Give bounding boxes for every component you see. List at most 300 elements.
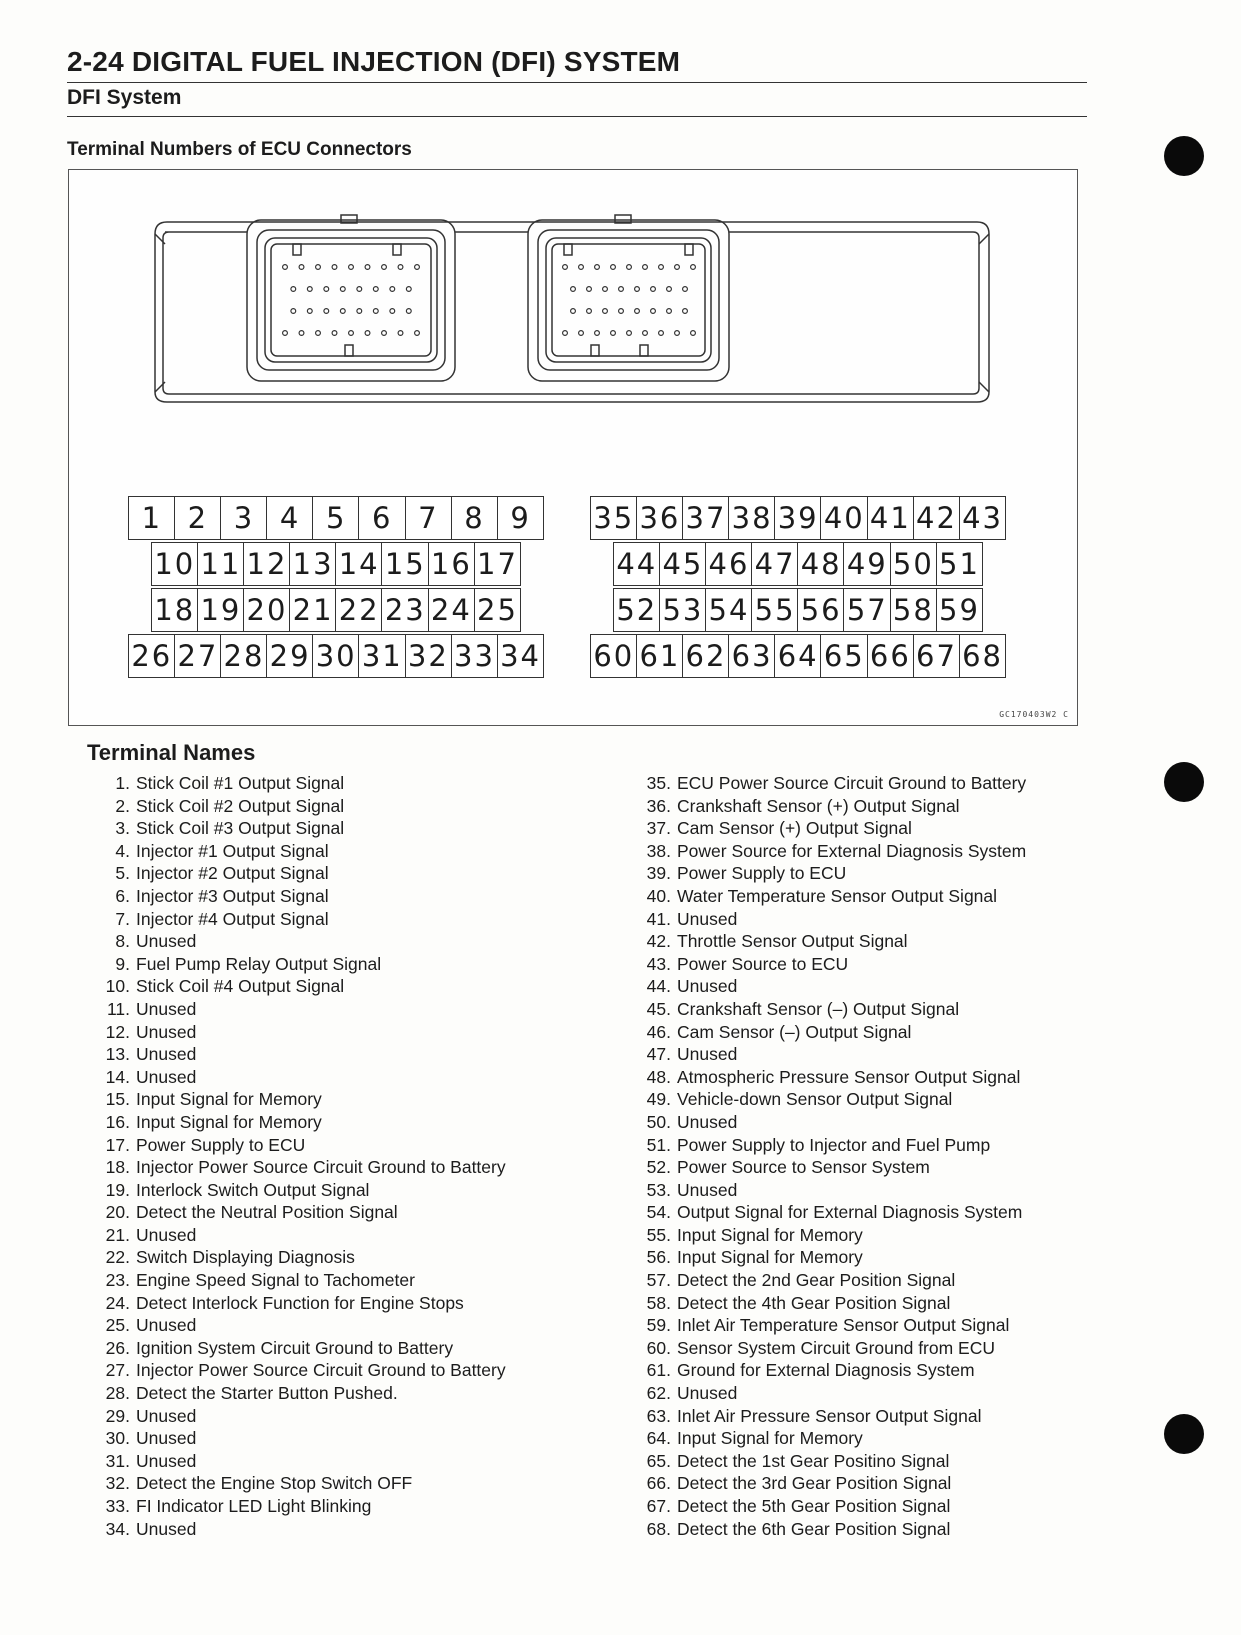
terminal-name-text: Output Signal for External Diagnosis System — [677, 1202, 1023, 1223]
terminal-name-text: Unused — [136, 1044, 197, 1065]
terminal-name-text: Crankshaft Sensor (–) Output Signal — [677, 998, 960, 1019]
page-subtitle: DFI System — [67, 86, 182, 109]
terminal-name-text: Unused — [136, 1315, 197, 1336]
connector-pin — [651, 287, 656, 292]
connector-pin — [365, 265, 370, 270]
terminal-name-text: Vehicle-down Sensor Output Signal — [677, 1089, 953, 1110]
terminal-name-text: Switch Displaying Diagnosis — [136, 1247, 355, 1268]
terminal-number-cell: 4 — [266, 496, 314, 540]
terminal-number-cell: 42 — [913, 496, 961, 540]
terminal-name-text: Power Supply to ECU — [136, 1134, 306, 1155]
connector-pin — [349, 331, 354, 336]
terminal-row — [151, 588, 520, 632]
terminal-name-item — [600, 1156, 1026, 1179]
terminal-number-cell: 19 — [197, 588, 245, 632]
terminal-number-cell: 52 — [613, 588, 661, 632]
terminal-name-number: 47. — [646, 1044, 671, 1065]
terminal-name-item — [600, 1246, 1026, 1269]
terminal-name-text: Input Signal for Memory — [136, 1111, 322, 1132]
terminal-name-number: 53. — [646, 1179, 671, 1200]
figure-code: GC170403W2 C — [999, 710, 1069, 719]
connector-pin — [651, 309, 656, 314]
terminal-name-number: 66. — [646, 1473, 671, 1494]
terminal-name-number: 30. — [105, 1428, 130, 1449]
terminal-number-cell: 23 — [381, 588, 429, 632]
terminal-number-cell: 38 — [728, 496, 776, 540]
binder-hole — [1164, 762, 1204, 802]
terminal-name-number: 15. — [105, 1089, 130, 1110]
terminal-name-item — [600, 840, 1026, 863]
connector-pin — [675, 265, 680, 270]
connector-pin — [340, 287, 345, 292]
terminal-number-cell: 34 — [497, 634, 545, 678]
terminal-name-number: 21. — [105, 1224, 130, 1245]
terminal-name-text: Cam Sensor (+) Output Signal — [677, 818, 912, 839]
terminal-name-number: 45. — [646, 998, 671, 1019]
terminal-name-text: Unused — [677, 908, 738, 929]
terminal-name-number: 1. — [115, 773, 130, 793]
terminal-name-number: 54. — [646, 1202, 671, 1223]
terminal-name-number: 32. — [105, 1473, 130, 1494]
terminal-name-text: ECU Power Source Circuit Ground to Battery — [677, 773, 1027, 793]
terminal-name-item — [600, 998, 1026, 1021]
terminal-row — [128, 634, 543, 678]
connector-pin — [643, 331, 648, 336]
terminal-number-cell: 25 — [474, 588, 522, 632]
connector-pin — [406, 309, 411, 314]
ecu-connector-figure — [68, 169, 1078, 726]
terminal-name-number: 63. — [646, 1405, 671, 1426]
terminal-name-item — [600, 1450, 1026, 1473]
terminal-name-text: Unused — [136, 1450, 197, 1471]
terminal-number-cell: 8 — [451, 496, 499, 540]
terminal-name-text: Detect the 4th Gear Position Signal — [677, 1292, 951, 1313]
terminal-name-number: 17. — [105, 1134, 130, 1155]
connector-pin — [324, 309, 329, 314]
terminal-name-number: 34. — [105, 1518, 130, 1539]
terminal-name-text: Input Signal for Memory — [677, 1224, 863, 1245]
terminal-name-text: Unused — [677, 1179, 738, 1200]
terminal-number-cell: 46 — [705, 542, 753, 586]
terminal-name-number: 39. — [646, 863, 671, 884]
terminal-name-number: 4. — [115, 840, 130, 861]
terminal-row — [151, 542, 520, 586]
connector-pin — [373, 287, 378, 292]
terminal-name-item — [600, 1066, 1026, 1089]
terminal-name-item — [600, 1292, 1026, 1315]
terminal-number-cell: 5 — [312, 496, 360, 540]
terminal-name-item — [600, 1269, 1026, 1292]
terminal-name-number: 19. — [105, 1179, 130, 1200]
terminal-name-text: Injector #3 Output Signal — [136, 885, 329, 906]
terminal-name-item — [600, 930, 1026, 953]
terminal-name-number: 13. — [105, 1044, 130, 1065]
connector-pin — [587, 287, 592, 292]
terminal-name-item — [90, 840, 506, 863]
terminal-name-item — [90, 1359, 506, 1382]
terminal-name-text: Unused — [136, 931, 197, 952]
terminal-number-cell: 47 — [751, 542, 799, 586]
connector-pin — [283, 331, 288, 336]
terminal-name-number: 3. — [115, 818, 130, 839]
connector-pin — [627, 331, 632, 336]
terminal-name-number: 48. — [646, 1066, 671, 1087]
terminal-number-cell: 26 — [128, 634, 176, 678]
terminal-number-cell: 49 — [843, 542, 891, 586]
terminal-name-text: Sensor System Circuit Ground from ECU — [677, 1337, 996, 1358]
terminal-name-number: 44. — [646, 976, 671, 997]
terminal-name-item — [600, 975, 1026, 998]
terminal-name-text: Inlet Air Pressure Sensor Output Signal — [677, 1405, 982, 1426]
terminal-name-text: Unused — [677, 976, 738, 997]
terminal-number-cell: 14 — [335, 542, 383, 586]
terminal-name-text: Injector #1 Output Signal — [136, 840, 329, 861]
terminal-number-cell: 18 — [151, 588, 199, 632]
terminal-name-text: FI Indicator LED Light Blinking — [136, 1496, 372, 1516]
terminal-number-cell: 24 — [428, 588, 476, 632]
terminal-name-number: 6. — [115, 885, 130, 906]
connector-pin — [382, 331, 387, 336]
terminal-name-text: Detect the Engine Stop Switch OFF — [136, 1473, 413, 1494]
connector-pin — [357, 309, 362, 314]
terminal-name-text: Atmospheric Pressure Sensor Output Signal — [677, 1066, 1021, 1087]
terminal-number-cell: 11 — [197, 542, 245, 586]
terminal-name-item — [90, 1495, 506, 1518]
connector-pin — [316, 331, 321, 336]
terminal-number-cell: 45 — [659, 542, 707, 586]
terminal-name-item — [600, 1405, 1026, 1428]
terminal-name-text: Injector Power Source Circuit Ground to Battery — [136, 1360, 506, 1381]
terminal-name-item — [90, 1292, 506, 1315]
connector-pin — [390, 287, 395, 292]
terminal-number-cell: 22 — [335, 588, 383, 632]
terminal-name-number: 22. — [105, 1247, 130, 1268]
connector-pin — [357, 287, 362, 292]
terminal-name-item — [90, 795, 506, 818]
terminal-name-text: Detect the 1st Gear Positino Signal — [677, 1450, 950, 1471]
terminal-number-cell: 57 — [843, 588, 891, 632]
terminal-name-item — [90, 1134, 506, 1157]
terminal-name-item — [90, 1111, 506, 1134]
terminal-number-cell: 15 — [381, 542, 429, 586]
terminal-name-item — [90, 1224, 506, 1247]
terminal-name-number: 57. — [646, 1270, 671, 1291]
terminal-name-text: Detect Interlock Function for Engine Stops — [136, 1292, 464, 1313]
terminal-name-number: 29. — [105, 1405, 130, 1426]
terminal-name-text: Unused — [136, 1405, 197, 1426]
connector-pin — [579, 265, 584, 270]
terminal-name-item — [90, 772, 506, 795]
terminal-name-number: 24. — [105, 1292, 130, 1313]
terminal-number-cell: 1 — [128, 496, 176, 540]
terminal-number-cell: 2 — [174, 496, 222, 540]
terminal-name-text: Crankshaft Sensor (+) Output Signal — [677, 795, 960, 816]
terminal-name-item — [90, 862, 506, 885]
terminal-name-number: 49. — [646, 1089, 671, 1110]
terminal-name-number: 20. — [105, 1202, 130, 1223]
terminal-name-item — [90, 953, 506, 976]
terminal-number-cell: 67 — [913, 634, 961, 678]
terminal-name-text: Detect the 6th Gear Position Signal — [677, 1518, 951, 1539]
terminal-name-text: Power Source to Sensor System — [677, 1157, 930, 1178]
terminal-name-item — [600, 1427, 1026, 1450]
terminal-number-cell: 41 — [867, 496, 915, 540]
connector-pin — [667, 309, 672, 314]
connector-pin — [563, 331, 568, 336]
terminal-name-item — [600, 1201, 1026, 1224]
terminal-number-cell: 48 — [797, 542, 845, 586]
terminal-name-item — [90, 1179, 506, 1202]
terminal-name-item — [90, 1427, 506, 1450]
terminal-name-number: 36. — [646, 795, 671, 816]
terminal-number-cell: 37 — [682, 496, 730, 540]
terminal-number-cell: 44 — [613, 542, 661, 586]
terminal-number-cell: 66 — [867, 634, 915, 678]
terminal-name-text: Inlet Air Temperature Sensor Output Signal — [677, 1315, 1010, 1336]
terminal-name-text: Power Supply to ECU — [677, 863, 847, 884]
terminal-name-number: 52. — [646, 1157, 671, 1178]
terminal-name-text: Detect the 2nd Gear Position Signal — [677, 1270, 956, 1291]
terminal-name-item — [90, 885, 506, 908]
terminal-number-cell: 31 — [358, 634, 406, 678]
terminal-name-text: Detect the 3rd Gear Position Signal — [677, 1473, 952, 1494]
terminal-name-text: Unused — [136, 1021, 197, 1042]
terminal-name-text: Cam Sensor (–) Output Signal — [677, 1021, 912, 1042]
terminal-name-number: 62. — [646, 1383, 671, 1404]
terminal-name-text: Interlock Switch Output Signal — [136, 1179, 370, 1200]
terminal-name-item — [600, 1021, 1026, 1044]
connector-pin — [659, 265, 664, 270]
terminal-name-item — [600, 1111, 1026, 1134]
terminal-name-text: Detect the 5th Gear Position Signal — [677, 1496, 951, 1516]
connector-pin — [365, 331, 370, 336]
terminal-number-cell: 10 — [151, 542, 199, 586]
connector-pin — [595, 331, 600, 336]
terminal-name-text: Unused — [136, 1224, 197, 1245]
terminal-name-text: Injector #2 Output Signal — [136, 863, 329, 884]
terminal-number-cell: 55 — [751, 588, 799, 632]
connector-pin — [291, 309, 296, 314]
terminal-name-number: 51. — [646, 1134, 671, 1155]
terminal-name-number: 58. — [646, 1292, 671, 1313]
terminal-name-number: 43. — [646, 953, 671, 974]
terminal-number-cell: 68 — [959, 634, 1007, 678]
connector-pin — [563, 265, 568, 270]
terminal-name-number: 60. — [646, 1337, 671, 1358]
terminal-name-item — [600, 1134, 1026, 1157]
terminal-name-item — [600, 1314, 1026, 1337]
terminal-number-cell: 40 — [820, 496, 868, 540]
terminal-name-item — [90, 998, 506, 1021]
terminal-name-number: 27. — [105, 1360, 130, 1381]
terminal-name-text: Unused — [677, 1383, 738, 1404]
terminal-name-number: 14. — [105, 1066, 130, 1087]
terminal-name-item — [90, 1405, 506, 1428]
terminal-name-number: 11. — [106, 998, 130, 1019]
terminal-name-text: Unused — [136, 1518, 197, 1539]
connector-pin — [390, 309, 395, 314]
terminal-name-item — [600, 1179, 1026, 1202]
terminal-name-number: 59. — [646, 1315, 671, 1336]
connector-pin — [307, 309, 312, 314]
connector-pin — [659, 331, 664, 336]
terminal-name-number: 5. — [115, 863, 130, 884]
terminal-name-item — [90, 1472, 506, 1495]
connector-pin — [603, 287, 608, 292]
terminal-name-item — [90, 1201, 506, 1224]
terminal-name-number: 55. — [646, 1224, 671, 1245]
terminal-name-text: Input Signal for Memory — [677, 1247, 863, 1268]
terminal-number-cell: 51 — [936, 542, 984, 586]
terminal-name-item — [600, 1224, 1026, 1247]
terminal-number-cell: 17 — [474, 542, 522, 586]
terminal-name-text: Stick Coil #3 Output Signal — [136, 818, 345, 839]
terminal-name-number: 8. — [115, 931, 130, 952]
terminal-name-number: 31. — [105, 1450, 130, 1471]
connector-pin — [307, 287, 312, 292]
connector-pin — [587, 309, 592, 314]
terminal-name-text: Unused — [136, 1428, 197, 1449]
terminal-number-cell: 50 — [890, 542, 938, 586]
terminal-name-item — [90, 1066, 506, 1089]
terminal-number-cell: 32 — [405, 634, 453, 678]
terminal-name-item — [90, 1156, 506, 1179]
terminal-name-item — [90, 1518, 506, 1541]
connector-pin — [691, 265, 696, 270]
terminal-name-item — [600, 1359, 1026, 1382]
connector-pin — [415, 265, 420, 270]
terminal-name-number: 23. — [105, 1270, 130, 1291]
terminal-name-item — [600, 1495, 1026, 1518]
connector-pin — [603, 309, 608, 314]
terminal-name-number: 65. — [646, 1450, 671, 1471]
terminal-name-number: 37. — [646, 818, 671, 839]
connector-pin — [398, 331, 403, 336]
terminal-name-number: 68. — [646, 1518, 671, 1539]
terminal-row — [128, 496, 543, 540]
terminal-number-cell: 16 — [428, 542, 476, 586]
connector-pin — [382, 265, 387, 270]
connector-pin — [349, 265, 354, 270]
terminal-name-text: Stick Coil #2 Output Signal — [136, 795, 345, 816]
terminal-name-number: 61. — [646, 1360, 671, 1381]
connector-pin — [571, 287, 576, 292]
terminal-number-cell: 59 — [936, 588, 984, 632]
terminal-name-item — [90, 1246, 506, 1269]
terminal-number-cell: 43 — [959, 496, 1007, 540]
terminal-name-item — [600, 1518, 1026, 1541]
connector-pin — [316, 265, 321, 270]
terminal-number-cell: 63 — [728, 634, 776, 678]
terminal-number-cell: 20 — [243, 588, 291, 632]
terminal-name-item — [600, 1382, 1026, 1405]
terminal-row — [613, 588, 982, 632]
terminal-name-text: Throttle Sensor Output Signal — [677, 931, 908, 952]
connector-pin — [579, 331, 584, 336]
terminal-name-text: Unused — [136, 998, 197, 1019]
terminal-number-cell: 54 — [705, 588, 753, 632]
terminal-name-text: Power Source for External Diagnosis System — [677, 840, 1027, 861]
connector-pin — [595, 265, 600, 270]
terminal-name-item — [600, 953, 1026, 976]
terminal-name-text: Ignition System Circuit Ground to Battery — [136, 1337, 454, 1358]
terminal-row — [590, 496, 1005, 540]
terminal-name-item — [600, 908, 1026, 931]
terminal-name-item — [600, 1472, 1026, 1495]
connector-pin — [332, 331, 337, 336]
terminal-name-text: Injector Power Source Circuit Ground to Battery — [136, 1157, 506, 1178]
connector-pin — [291, 287, 296, 292]
terminal-number-cell: 33 — [451, 634, 499, 678]
terminal-name-text: Unused — [136, 1066, 197, 1087]
connector-pin — [635, 309, 640, 314]
terminal-number-cell: 53 — [659, 588, 707, 632]
terminal-name-item — [90, 817, 506, 840]
terminal-number-cell: 7 — [405, 496, 453, 540]
connector-pin — [683, 287, 688, 292]
connector-pin — [283, 265, 288, 270]
terminal-name-number: 28. — [105, 1383, 130, 1404]
terminal-name-number: 67. — [646, 1496, 671, 1516]
terminal-name-text: Power Source to ECU — [677, 953, 849, 974]
terminal-name-text: Engine Speed Signal to Tachometer — [136, 1270, 415, 1291]
header-rule — [67, 82, 1087, 83]
connector-pin — [627, 265, 632, 270]
terminal-name-number: 16. — [105, 1111, 130, 1132]
terminal-name-item — [600, 1043, 1026, 1066]
connector-pin — [299, 265, 304, 270]
terminal-name-text: Injector #4 Output Signal — [136, 908, 329, 929]
terminal-name-text: Input Signal for Memory — [136, 1089, 322, 1110]
terminal-name-item — [600, 1088, 1026, 1111]
terminal-name-number: 38. — [646, 840, 671, 861]
terminal-name-number: 7. — [115, 908, 130, 929]
connector-pin — [675, 331, 680, 336]
terminal-name-text: Input Signal for Memory — [677, 1428, 863, 1449]
terminal-name-number: 18. — [105, 1157, 130, 1178]
terminal-name-text: Power Supply to Injector and Fuel Pump — [677, 1134, 991, 1155]
terminal-number-cell: 36 — [636, 496, 684, 540]
terminal-name-text: Fuel Pump Relay Output Signal — [136, 953, 382, 974]
connector-pin — [571, 309, 576, 314]
terminal-number-cell: 12 — [243, 542, 291, 586]
terminal-number-cell: 3 — [220, 496, 268, 540]
terminal-number-cell: 13 — [289, 542, 337, 586]
connector-pin — [373, 309, 378, 314]
terminal-number-cell: 35 — [590, 496, 638, 540]
terminal-name-text: Unused — [677, 1111, 738, 1132]
terminal-name-number: 10. — [105, 976, 130, 997]
terminal-name-item — [90, 1021, 506, 1044]
terminal-number-cell: 64 — [774, 634, 822, 678]
terminal-name-text: Water Temperature Sensor Output Signal — [677, 885, 998, 906]
terminal-number-cell: 29 — [266, 634, 314, 678]
connector-pin — [611, 265, 616, 270]
connector-pin — [683, 309, 688, 314]
terminal-number-cell: 39 — [774, 496, 822, 540]
binder-hole — [1164, 136, 1204, 176]
terminal-name-item — [90, 1269, 506, 1292]
section-title: Terminal Numbers of ECU Connectors — [67, 139, 412, 160]
connector-pin — [406, 287, 411, 292]
terminal-name-number: 42. — [646, 931, 671, 952]
terminal-name-number: 33. — [105, 1496, 130, 1516]
connector-pin — [643, 265, 648, 270]
terminal-names-list-right — [600, 772, 1026, 1540]
terminal-name-number: 64. — [646, 1428, 671, 1449]
terminal-number-cell: 61 — [636, 634, 684, 678]
connector-pin — [691, 331, 696, 336]
